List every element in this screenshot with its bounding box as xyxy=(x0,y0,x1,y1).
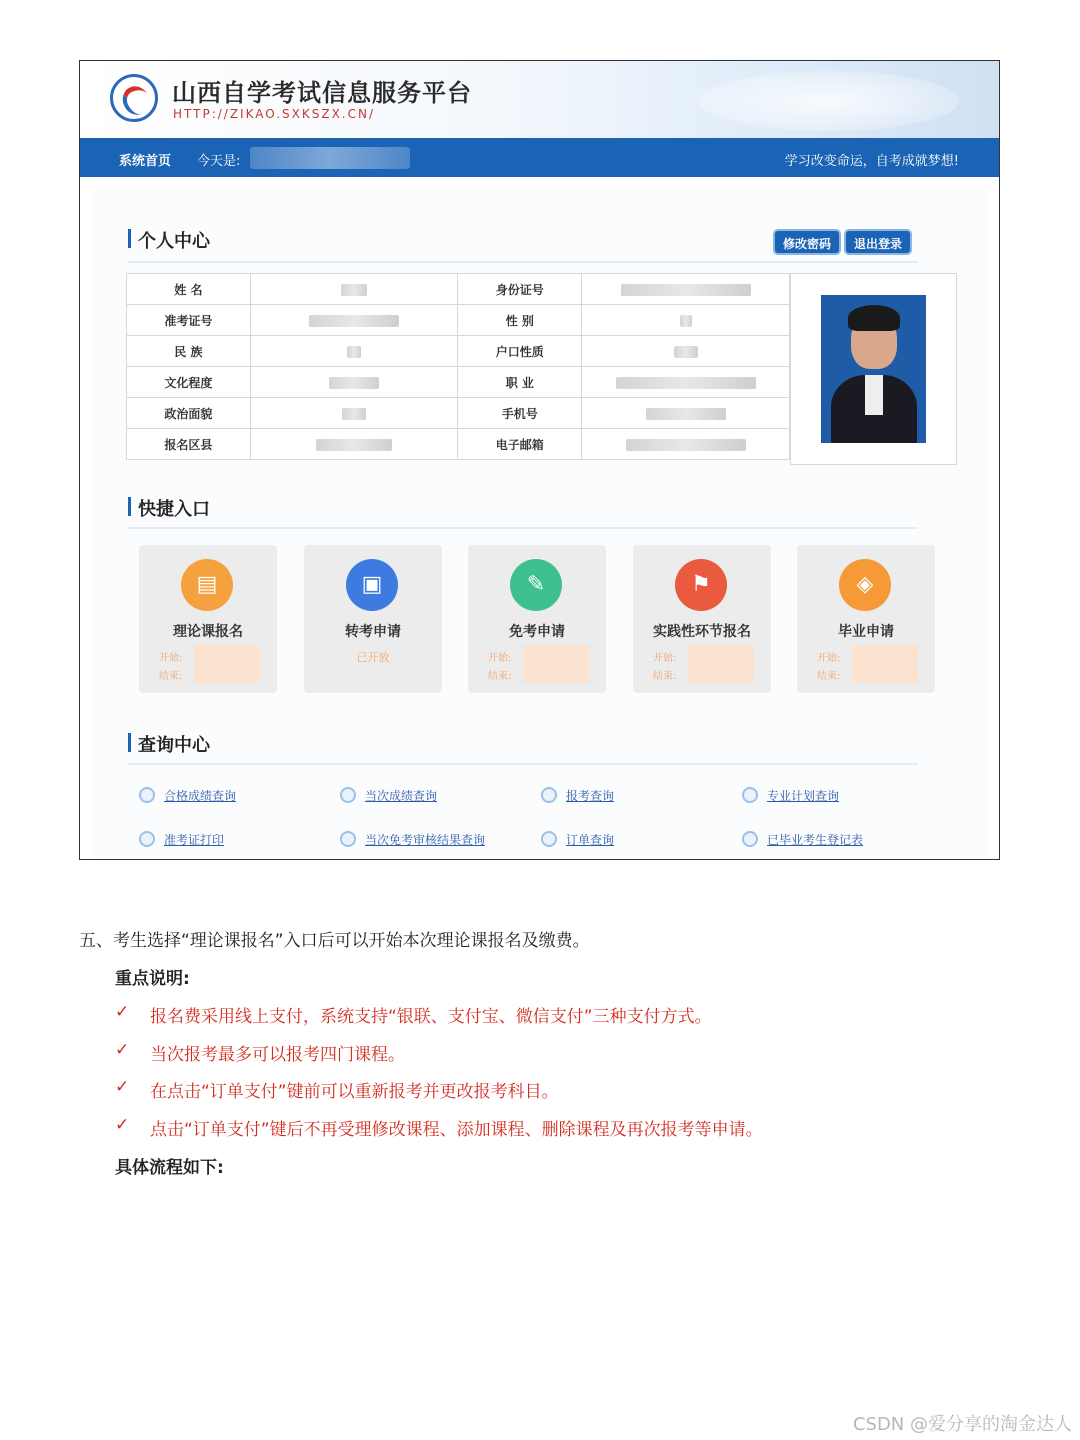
query-link-registration[interactable]: 报考查询 xyxy=(566,789,615,803)
end-label: 结束: xyxy=(488,671,512,682)
table-row xyxy=(127,336,790,367)
card-label: 转考申请 xyxy=(345,624,401,640)
section-divider xyxy=(128,763,918,765)
query-icon xyxy=(340,787,356,803)
query-icon xyxy=(742,831,758,847)
step-paragraph: 五、考生选择“理论课报名”入口后可以开始本次理论课报名及缴费。 xyxy=(79,931,590,951)
field-label: 手机号 xyxy=(458,398,582,429)
banner-decoration xyxy=(699,71,959,131)
checkmark-icon: ✓ xyxy=(115,1040,130,1060)
field-label: 准考证号 xyxy=(127,305,251,336)
graduation-cap-icon: ◈ xyxy=(839,559,891,611)
logout-button[interactable]: 退出登录 xyxy=(844,229,912,255)
end-label: 结束: xyxy=(817,671,841,682)
query-link-graduate-register[interactable]: 已毕业考生登记表 xyxy=(767,833,864,847)
field-value-redacted xyxy=(250,336,458,367)
query-link-pass-score[interactable]: 合格成绩查询 xyxy=(164,789,237,803)
table-row xyxy=(127,305,790,336)
card-theory-registration[interactable] xyxy=(139,545,277,693)
card-label: 免考申请 xyxy=(509,624,565,640)
start-label: 开始: xyxy=(488,653,512,664)
end-label: 结束: xyxy=(653,671,677,682)
field-label: 政治面貌 xyxy=(127,398,251,429)
field-value-redacted xyxy=(250,305,458,336)
site-url: HTTP://ZIKAO.SXKSZX.CN/ xyxy=(173,107,376,121)
main-content xyxy=(92,189,989,860)
query-icon xyxy=(541,831,557,847)
query-icon xyxy=(139,787,155,803)
key-point: 当次报考最多可以报考四门课程。 xyxy=(150,1045,405,1065)
query-center-title: 查询中心 xyxy=(128,731,210,757)
field-value-redacted xyxy=(250,274,458,305)
field-label: 户口性质 xyxy=(458,336,582,367)
status-text: 已开放 xyxy=(356,651,390,664)
table-row xyxy=(127,367,790,398)
card-practice-registration[interactable] xyxy=(633,545,771,693)
query-link-admission-print[interactable]: 准考证打印 xyxy=(164,833,225,847)
date-redacted xyxy=(194,645,260,683)
field-label: 民 族 xyxy=(127,336,251,367)
field-value-redacted xyxy=(582,305,790,336)
query-icon xyxy=(340,831,356,847)
start-label: 开始: xyxy=(817,653,841,664)
key-point: 在点击“订单支付”键前可以重新报考并更改报考科目。 xyxy=(150,1082,559,1102)
date-redacted xyxy=(688,645,754,683)
table-row xyxy=(127,398,790,429)
field-value-redacted xyxy=(582,367,790,398)
field-label: 报名区县 xyxy=(127,429,251,460)
card-exemption-application[interactable] xyxy=(468,545,606,693)
site-logo-icon xyxy=(110,74,158,122)
site-title: 山西自学考试信息服务平台 xyxy=(172,79,472,107)
card-label: 毕业申请 xyxy=(838,624,894,640)
table-row xyxy=(127,429,790,460)
date-redacted xyxy=(523,645,589,683)
form-icon: ▤ xyxy=(181,559,233,611)
field-value-redacted xyxy=(250,398,458,429)
checkmark-icon: ✓ xyxy=(115,1002,130,1022)
start-label: 开始: xyxy=(653,653,677,664)
key-points-title: 重点说明: xyxy=(115,969,190,989)
section-divider xyxy=(128,261,918,263)
field-label: 性 别 xyxy=(458,305,582,336)
query-link-major-plan[interactable]: 专业计划查询 xyxy=(767,789,840,803)
query-link-exemption-result[interactable]: 当次免考审核结果查询 xyxy=(365,833,486,847)
field-label: 姓 名 xyxy=(127,274,251,305)
field-label: 职 业 xyxy=(458,367,582,398)
today-label: 今天是: xyxy=(197,154,241,169)
change-password-button[interactable]: 修改密码 xyxy=(773,229,841,255)
edit-icon: ✎ xyxy=(510,559,562,611)
end-label: 结束: xyxy=(159,671,183,682)
field-label: 文化程度 xyxy=(127,367,251,398)
field-label: 电子邮箱 xyxy=(458,429,582,460)
query-icon xyxy=(139,831,155,847)
query-icon xyxy=(541,787,557,803)
checkmark-icon: ✓ xyxy=(115,1077,130,1097)
field-value-redacted xyxy=(582,336,790,367)
card-graduation-application[interactable] xyxy=(797,545,935,693)
nav-home-link[interactable]: 系统首页 xyxy=(119,154,172,169)
field-label: 身份证号 xyxy=(458,274,582,305)
candidate-photo xyxy=(821,295,926,443)
query-link-order[interactable]: 订单查询 xyxy=(566,833,615,847)
personal-center-title: 个人中心 xyxy=(128,227,210,253)
query-link-current-score[interactable]: 当次成绩查询 xyxy=(365,789,438,803)
field-value-redacted xyxy=(250,367,458,398)
card-transfer-application[interactable] xyxy=(304,545,442,693)
flow-title: 具体流程如下: xyxy=(115,1158,224,1178)
field-value-redacted xyxy=(250,429,458,460)
watermark: CSDN @爱分享的淘金达人 xyxy=(852,1414,1072,1435)
start-label: 开始: xyxy=(159,653,183,664)
field-value-redacted xyxy=(582,429,790,460)
checkmark-icon: ✓ xyxy=(115,1115,130,1135)
field-value-redacted xyxy=(582,398,790,429)
site-banner xyxy=(80,61,999,138)
field-value-redacted xyxy=(582,274,790,305)
top-navbar xyxy=(80,138,999,177)
card-label: 理论课报名 xyxy=(173,624,243,640)
document-icon: ▣ xyxy=(346,559,398,611)
table-row xyxy=(127,274,790,305)
date-redacted xyxy=(852,645,918,683)
card-label: 实践性环节报名 xyxy=(653,624,751,640)
flag-icon: ⚑ xyxy=(675,559,727,611)
nav-motto: 学习改变命运，自考成就梦想! xyxy=(784,154,959,169)
photo-cell xyxy=(790,273,957,465)
personal-info-table xyxy=(126,273,790,460)
quick-entry-title: 快捷入口 xyxy=(128,495,210,521)
date-value-redacted xyxy=(250,147,410,169)
section-divider xyxy=(128,527,918,529)
query-icon xyxy=(742,787,758,803)
key-point: 点击“订单支付”键后不再受理修改课程、添加课程、删除课程及再次报考等申请。 xyxy=(150,1120,763,1140)
screenshot-frame xyxy=(79,60,1000,860)
key-point: 报名费采用线上支付，系统支持“银联、支付宝、微信支付”三种支付方式。 xyxy=(150,1007,712,1027)
